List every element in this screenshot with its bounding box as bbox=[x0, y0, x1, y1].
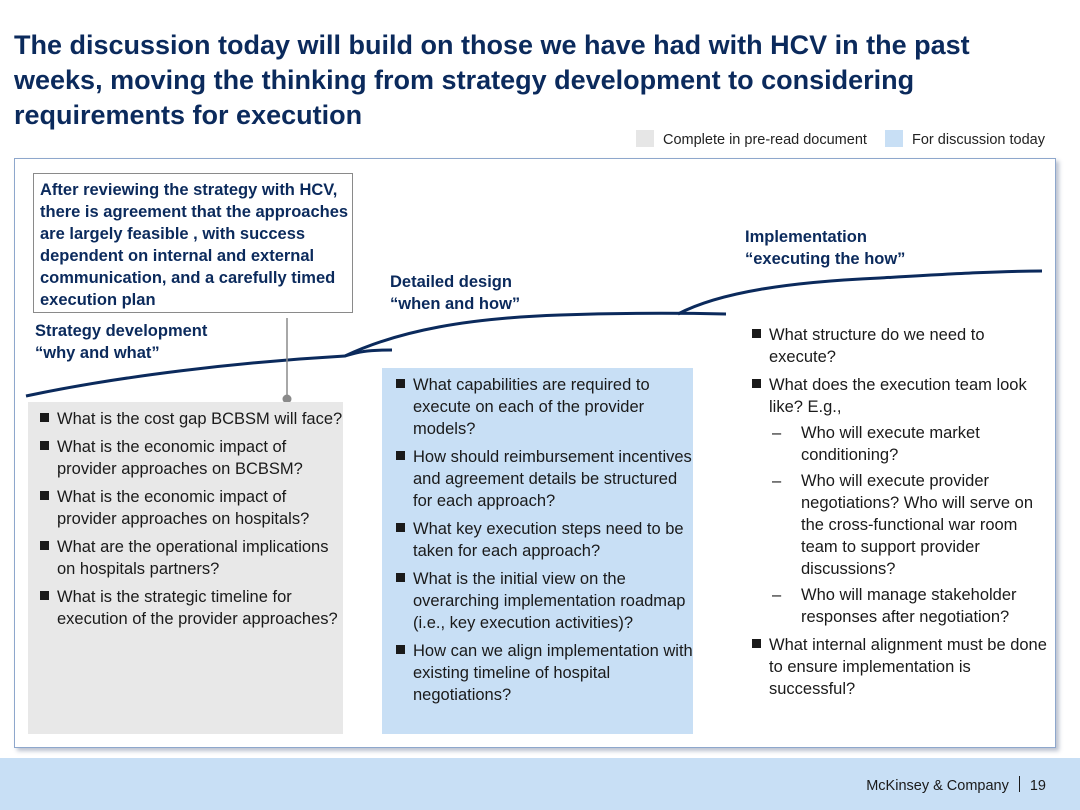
list-item bbox=[40, 536, 343, 580]
stage-implementation-title: Implementation bbox=[745, 228, 867, 246]
footer-separator bbox=[1019, 776, 1020, 792]
design-questions-box bbox=[382, 368, 693, 734]
stage-strategy-subtitle: “why and what” bbox=[35, 344, 160, 362]
sub-list-item bbox=[752, 470, 1048, 580]
legend-label: For discussion today bbox=[912, 132, 1045, 148]
sub-list-item bbox=[752, 422, 1048, 466]
question-text: What internal alignment must be done to ensure implementation is successful? bbox=[769, 636, 1047, 698]
list-item bbox=[752, 634, 1048, 700]
list-item bbox=[40, 408, 343, 430]
question-text: What does the execution team look like? E.g., bbox=[769, 376, 1027, 416]
bullet-icon bbox=[396, 379, 405, 388]
sub-list-item bbox=[752, 584, 1048, 628]
list-item bbox=[396, 568, 693, 634]
question-text: What is the cost gap BCBSM will face? bbox=[57, 410, 343, 428]
list-item bbox=[752, 374, 1048, 418]
question-text: What structure do we need to execute? bbox=[769, 326, 985, 366]
bullet-icon bbox=[396, 573, 405, 582]
agreement-callout: After reviewing the strategy with HCV, there is agreement that the approaches are largely feasible , with success dependent on internal and external communication, and a carefully timed execution plan bbox=[33, 173, 353, 313]
stage-design bbox=[390, 271, 520, 315]
question-text: What capabilities are required to execute on each of the provider models? bbox=[413, 376, 650, 438]
list-item bbox=[396, 640, 693, 706]
bullet-icon bbox=[752, 329, 761, 338]
slide-title: The discussion today will build on those we have had with HCV in the past weeks, moving the thinking from strategy development to considering requirements for execution bbox=[14, 30, 970, 130]
list-item bbox=[40, 586, 343, 630]
question-text: What is the economic impact of provider approaches on hospitals? bbox=[57, 488, 310, 528]
curve-segment-implementation bbox=[678, 271, 1042, 314]
list-item bbox=[396, 446, 693, 512]
bullet-icon bbox=[40, 591, 49, 600]
sub-question-text: Who will manage stakeholder responses after negotiation? bbox=[801, 586, 1017, 626]
bullet-icon bbox=[396, 645, 405, 654]
dash-icon: – bbox=[772, 472, 782, 490]
bullet-icon bbox=[40, 413, 49, 422]
footer-text bbox=[866, 776, 1046, 794]
stage-design-subtitle: “when and how” bbox=[390, 295, 521, 313]
question-text: What key execution steps need to be taken for each approach? bbox=[413, 520, 684, 560]
bullet-icon bbox=[752, 379, 761, 388]
question-text: How can we align implementation with existing timeline of hospital negotiations? bbox=[413, 642, 693, 704]
dash-icon: – bbox=[772, 586, 782, 604]
bullet-icon bbox=[40, 491, 49, 500]
bullet-icon bbox=[396, 451, 405, 460]
stage-implementation-subtitle: “executing the how” bbox=[745, 250, 906, 268]
stage-strategy bbox=[35, 320, 207, 364]
question-text: What is the economic impact of provider approaches on BCBSM? bbox=[57, 438, 303, 478]
list-item bbox=[396, 374, 693, 440]
bullet-icon bbox=[40, 541, 49, 550]
stage-strategy-title: Strategy development bbox=[35, 322, 208, 340]
list-item bbox=[40, 436, 343, 480]
bullet-icon bbox=[752, 639, 761, 648]
page-number: 19 bbox=[1029, 778, 1046, 794]
question-text: What is the strategic timeline for execution of the provider approaches? bbox=[57, 588, 338, 628]
question-text: What are the operational implications on hospitals partners? bbox=[57, 538, 329, 578]
question-text: How should reimbursement incentives and agreement details be structured for each approach? bbox=[413, 448, 692, 510]
sub-question-text: Who will execute provider negotiations? Who will serve on the cross-functional war room team to support provider discussions? bbox=[801, 472, 1034, 578]
strategy-questions-box bbox=[28, 402, 343, 734]
sub-question-text: Who will execute market conditioning? bbox=[801, 424, 980, 464]
footer-bar bbox=[0, 758, 1080, 810]
company-name: McKinsey & Company bbox=[866, 778, 1009, 794]
list-item bbox=[396, 518, 693, 562]
list-item bbox=[40, 486, 343, 530]
stage-implementation bbox=[745, 226, 905, 270]
stage-design-title: Detailed design bbox=[390, 273, 512, 291]
list-item bbox=[752, 324, 1048, 368]
question-text: What is the initial view on the overarching implementation roadmap (i.e., key execution activities)? bbox=[413, 570, 686, 632]
curve-segment-design bbox=[345, 313, 726, 356]
bullet-icon bbox=[40, 441, 49, 450]
dash-icon: – bbox=[772, 424, 782, 442]
legend-label: Complete in pre-read document bbox=[663, 132, 867, 148]
implementation-questions-box bbox=[748, 322, 1048, 712]
bullet-icon bbox=[396, 523, 405, 532]
